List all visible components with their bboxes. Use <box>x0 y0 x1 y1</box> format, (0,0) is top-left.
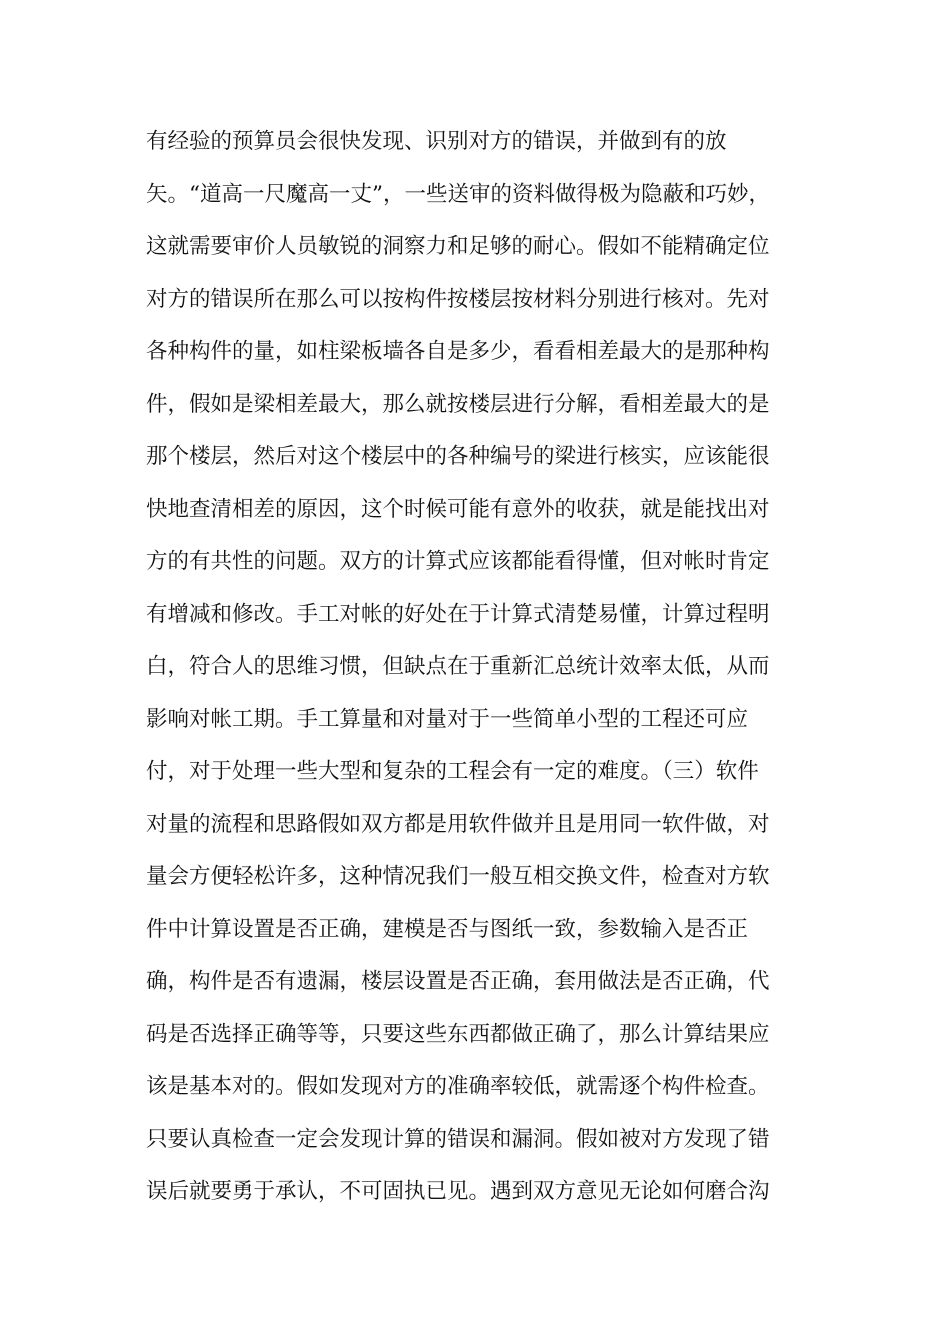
text-line: 误后就要勇于承认，不可固执已见。遇到双方意见无论如何磨合沟 <box>146 1179 770 1204</box>
text-line: 确，构件是否有遗漏，楼层设置是否正确，套用做法是否正确，代 <box>146 969 770 994</box>
text-line: 付，对于处理一些大型和复杂的工程会有一定的难度。（三）软件 <box>146 759 759 784</box>
text-line: 件，假如是梁相差最大，那么就按楼层进行分解，看相差最大的是 <box>146 391 770 417</box>
text-line: 那个楼层，然后对这个楼层中的各种编号的梁进行核实，应该能很 <box>146 444 770 469</box>
text-line: 有经验的预算员会很快发现、识别对方的错误，并做到有的放 <box>146 129 727 154</box>
text-line: 方的有共性的问题。双方的计算式应该都能看得懂，但对帐时肯定 <box>146 549 770 574</box>
text-line: 影响对帐工期。手工算量和对量对于一些简单小型的工程还可应 <box>146 706 749 732</box>
text-line: 对方的错误所在那么可以按构件按楼层按材料分别进行核对。先对 <box>146 286 770 312</box>
text-line: 只要认真检查一定会发现计算的错误和漏洞。假如被对方发现了错 <box>146 1126 770 1152</box>
text-line: 码是否选择正确等等，只要这些东西都做正确了，那么计算结果应 <box>146 1021 770 1047</box>
body-text <box>146 116 806 1219</box>
text-line: 这就需要审价人员敏锐的洞察力和足够的耐心。假如不能精确定位 <box>146 234 770 259</box>
text-line: 矢。“道高一尺魔高一丈”，一些送审的资料做得极为隐蔽和巧妙， <box>146 181 770 207</box>
text-line: 有增减和修改。手工对帐的好处在于计算式清楚易懂，计算过程明 <box>146 601 770 627</box>
text-line: 该是基本对的。假如发现对方的准确率较低，就需逐个构件检查。 <box>146 1074 770 1099</box>
text-line: 对量的流程和思路假如双方都是用软件做并且是用同一软件做，对 <box>146 811 770 837</box>
text-line: 件中计算设置是否正确，建模是否与图纸一致，参数输入是否正 <box>146 916 749 942</box>
text-line: 各种构件的量，如柱梁板墙各自是多少，看看相差最大的是那种构 <box>146 339 770 364</box>
text-line: 快地查清相差的原因，这个时候可能有意外的收获，就是能找出对 <box>146 496 770 522</box>
text-line: 白，符合人的思维习惯，但缺点在于重新汇总统计效率太低，从而 <box>146 654 770 679</box>
text-line: 量会方便轻松许多，这种情况我们一般互相交换文件，检查对方软 <box>146 864 770 889</box>
